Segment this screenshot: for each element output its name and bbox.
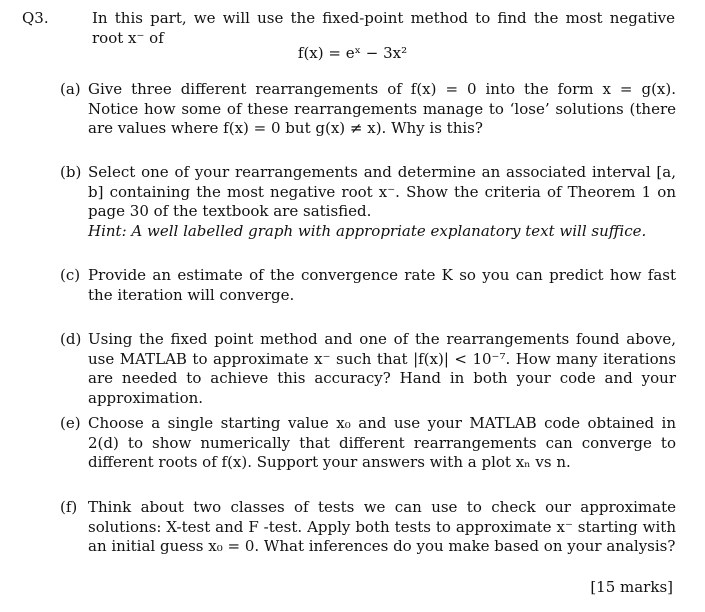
question-number: Q3.	[22, 9, 49, 27]
function-equation: f(x) = eˣ − 3x²	[297, 44, 408, 62]
part-text: Using the fixed point method and one of the rearrangements found above, use MATLAB to approximate x⁻ such that |f(x)| < 10⁻⁷. How many iterations are needed to achieve this accuracy? Hand in both your code and your approximation.	[88, 330, 676, 407]
part-text: Think about two classes of tests we can use to check our approximate solutions: X-test and F -test. Apply both tests to approximate x⁻ starting with an initial guess x₀ = 0. What inferences do you make based on your analysis?	[88, 498, 676, 555]
part-label: (c)	[60, 266, 81, 284]
part-text: Give three different rearrangements of f(x) = 0 into the form x = g(x). Notice how some of these rearrangements manage to ‘lose’ solutions (there are values where f(x) = 0 but g(x) ≠ x). Why is this?	[88, 80, 676, 137]
part-hint: Hint: A well labelled graph with appropriate explanatory text will suffice.	[88, 221, 647, 240]
part-a	[60, 80, 676, 139]
part-c	[60, 266, 676, 305]
part-e	[60, 414, 676, 473]
part-label: (b)	[60, 163, 82, 181]
part-label: (e)	[60, 414, 81, 432]
part-b	[60, 163, 676, 241]
part-label: (f)	[60, 498, 78, 516]
marks-label: [15 marks]	[590, 578, 673, 596]
part-f	[60, 498, 676, 557]
part-text: Select one of your rearrangements and determine an associated interval [a, b] containing the most negative root x⁻. Show the criteria of Theorem 1 on page 30 of the textbook are satisfied.	[88, 163, 676, 220]
part-d	[60, 330, 676, 408]
part-text: Choose a single starting value x₀ and use your MATLAB code obtained in 2(d) to show numerically that different rearrangements can converge to different roots of f(x). Support your answers with a plot xₙ vs n.	[88, 414, 676, 471]
question-intro: In this part, we will use the fixed-point method to find the most negative root x⁻ of	[92, 9, 675, 47]
part-text: Provide an estimate of the convergence rate K so you can predict how fast the iteration will converge.	[88, 266, 676, 304]
part-label: (d)	[60, 330, 82, 348]
part-label: (a)	[60, 80, 81, 98]
